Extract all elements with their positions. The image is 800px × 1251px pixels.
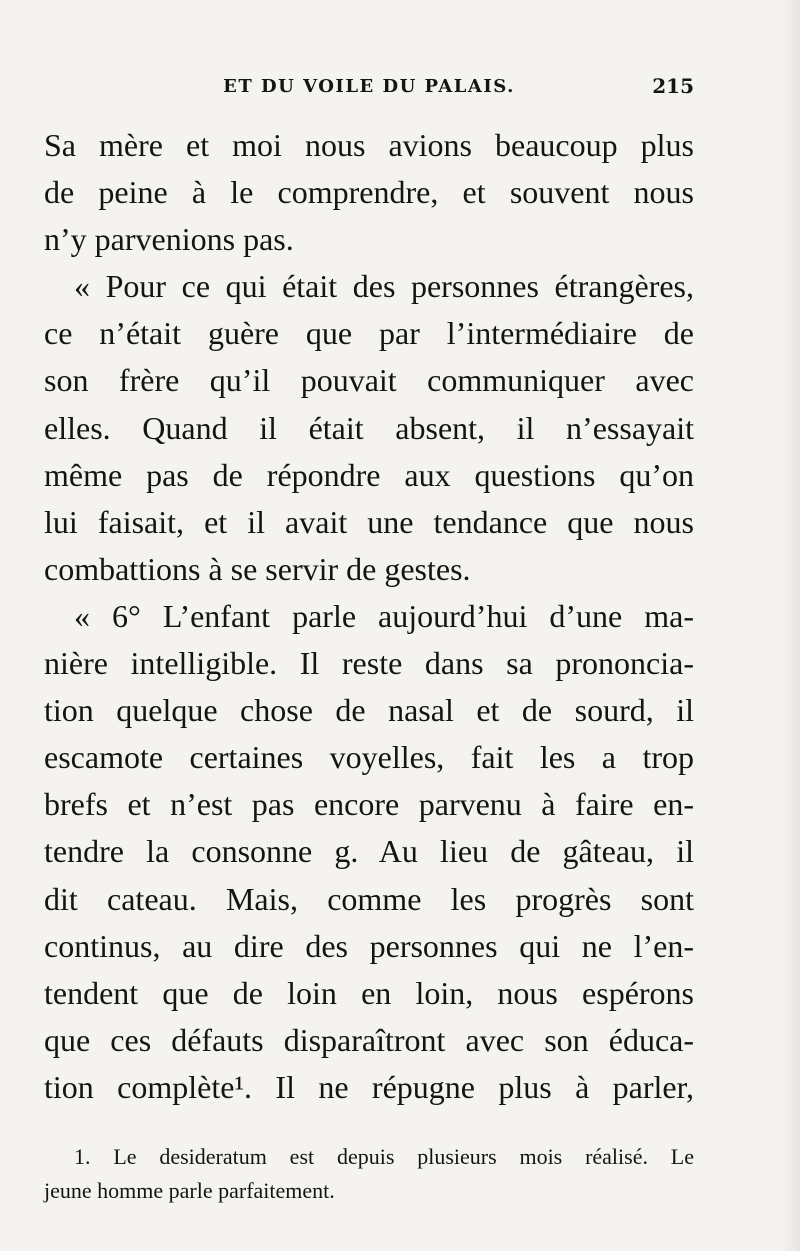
text-line: Sa mère et moi nous avions beaucoup plus <box>44 127 694 163</box>
footnote <box>44 1140 694 1208</box>
text-line: que ces défauts disparaîtront avec son éduca- <box>44 1021 694 1058</box>
running-head <box>44 70 694 104</box>
text-line: de peine à le comprendre, et souvent nous <box>44 174 694 211</box>
running-title: ET DU VOILE DU PALAIS. <box>223 76 515 97</box>
text-line: n’y parvenions pas. <box>44 221 294 258</box>
text-line: ce n’était guère que par l’intermédiaire de <box>44 315 694 352</box>
text-line: son frère qu’il pouvait communiquer avec <box>44 362 694 399</box>
footnote-line: 1. Le desideratum est depuis plusieurs mois réalisé. Le <box>74 1144 694 1169</box>
text-line: même pas de répondre aux questions qu’on <box>44 456 694 493</box>
text-line: escamote certaines voyelles, fait les a trop <box>44 739 694 776</box>
text-line: « Pour ce qui était des personnes étrangères, <box>74 268 694 305</box>
body-text <box>44 122 694 1111</box>
text-line: « 6° L’enfant parle aujourd’hui d’une ma- <box>74 597 694 634</box>
text-line: tion complète¹. Il ne répugne plus à parler, <box>44 1068 694 1105</box>
page-number: 215 <box>652 74 694 98</box>
text-line: tion quelque chose de nasal et de sourd, il <box>44 692 694 729</box>
page-edge-shadow <box>782 0 800 1251</box>
text-line: continus, au dire des personnes qui ne l’en- <box>44 927 694 964</box>
text-line: dit cateau. Mais, comme les progrès sont <box>44 880 694 917</box>
footnote-line: jeune homme parle parfaitement. <box>44 1178 335 1203</box>
text-line: tendre la consonne g. Au lieu de gâteau, il <box>44 833 694 870</box>
text-line: tendent que de loin en loin, nous espérons <box>44 974 694 1011</box>
text-line: lui faisait, et il avait une tendance que nous <box>44 503 694 540</box>
text-line: combattions à se servir de gestes. <box>44 550 471 587</box>
text-line: elles. Quand il était absent, il n’essayait <box>44 409 694 446</box>
text-line: brefs et n’est pas encore parvenu à faire en- <box>44 786 694 823</box>
text-line: nière intelligible. Il reste dans sa prononcia- <box>44 645 694 682</box>
